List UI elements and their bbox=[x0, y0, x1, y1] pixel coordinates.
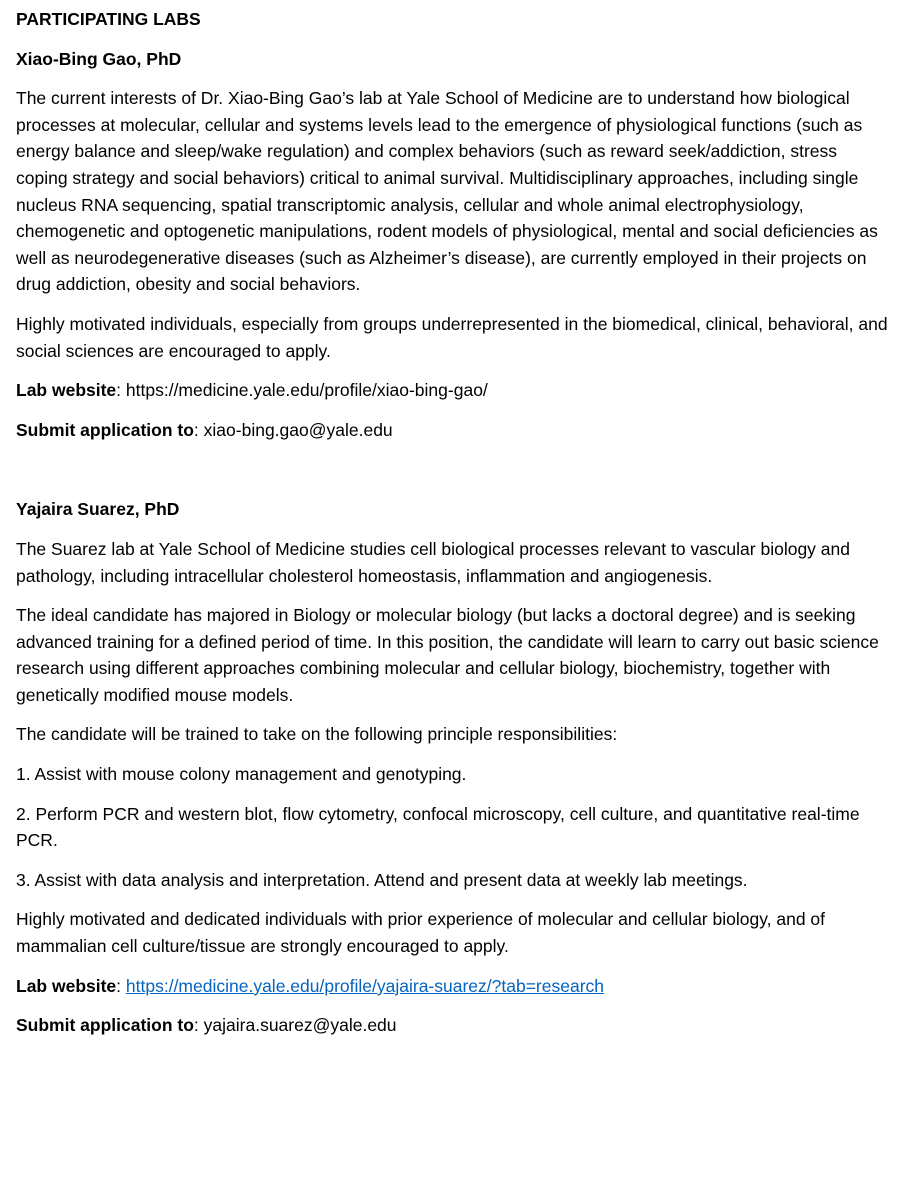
lab-website-label: Lab website bbox=[16, 380, 117, 401]
responsibilities-intro: The candidate will be trained to take on the following principle responsibilities: bbox=[16, 724, 618, 745]
separator: : bbox=[116, 975, 126, 996]
submit-application-email[interactable]: yajaira.suarez@yale.edu bbox=[203, 1015, 397, 1036]
responsibility-item: 2. Perform PCR and western blot, flow cytometry, confocal microscopy, cell culture, and quantitative real-time PCR. bbox=[16, 803, 860, 851]
submit-application-line bbox=[16, 417, 888, 444]
submit-application-label: Submit application to bbox=[16, 1015, 194, 1036]
section-spacer bbox=[16, 456, 888, 496]
lab-website-label: Lab website bbox=[16, 975, 117, 996]
lab-website-url[interactable]: https://medicine.yale.edu/profile/xiao-bing-gao/ bbox=[125, 380, 488, 401]
lab-call-to-apply: Highly motivated individuals, especially from groups underrepresented in the biomedical, clinical, behavioral, and social sciences are encouraged to apply. bbox=[16, 313, 888, 361]
lab-website-line bbox=[16, 973, 888, 1000]
submit-application-email[interactable]: xiao-bing.gao@yale.edu bbox=[203, 419, 393, 440]
lab-name: Xiao-Bing Gao, PhD bbox=[16, 48, 182, 69]
separator: : bbox=[193, 419, 204, 440]
lab-description: The current interests of Dr. Xiao-Bing Gao’s lab at Yale School of Medicine are to understand how biological processes at molecular, cellular and systems levels lead to the emergence of physiological functions (such as energy balance and sleep/wake regulation) and complex behaviors (such as reward seek/addiction, stress coping strategy and social behaviors) critical to animal survival. Multidisciplinary approaches, including single nucleus RNA sequencing, spatial transcriptomic analysis, cellular and whole animal electrophysiology, chemogenetic and optogenetic manipulations, rodent models of physiological, mental and social deficiencies as well as neurodegenerative diseases (such as Alzheimer’s disease), are currently employed in their projects on drug addiction, obesity and social behaviors. bbox=[16, 88, 878, 295]
ideal-candidate-paragraph: The ideal candidate has majored in Biology or molecular biology (but lacks a doctoral degree) and is seeking advanced training for a defined period of time. In this position, the candidate will learn to carry out basic science research using different approaches combining molecular and cellular biology, biochemistry, together with genetically modified mouse models. bbox=[16, 605, 879, 705]
lab-name: Yajaira Suarez, PhD bbox=[16, 499, 180, 520]
lab-website-line bbox=[16, 377, 888, 404]
page-heading: PARTICIPATING LABS bbox=[16, 9, 201, 29]
submit-application-line bbox=[16, 1012, 888, 1039]
lab-description: The Suarez lab at Yale School of Medicine studies cell biological processes relevant to vascular biology and pathology, including intracellular cholesterol homeostasis, inflammation and angiogenesis. bbox=[16, 538, 850, 586]
responsibility-item: 1. Assist with mouse colony management and genotyping. bbox=[16, 764, 467, 785]
submit-application-label: Submit application to bbox=[16, 419, 194, 440]
lab-website-link[interactable]: https://medicine.yale.edu/profile/yajaira-suarez/?tab=research bbox=[125, 975, 605, 996]
separator: : bbox=[193, 1015, 204, 1036]
lab-call-to-apply: Highly motivated and dedicated individuals with prior experience of molecular and cellular biology, and of mammalian cell culture/tissue are strongly encouraged to apply. bbox=[16, 909, 826, 957]
lab-section-suarez bbox=[16, 496, 888, 1039]
lab-section-gao bbox=[16, 46, 888, 444]
responsibility-item: 3. Assist with data analysis and interpretation. Attend and present data at weekly lab meetings. bbox=[16, 869, 748, 890]
separator: : bbox=[116, 380, 126, 401]
